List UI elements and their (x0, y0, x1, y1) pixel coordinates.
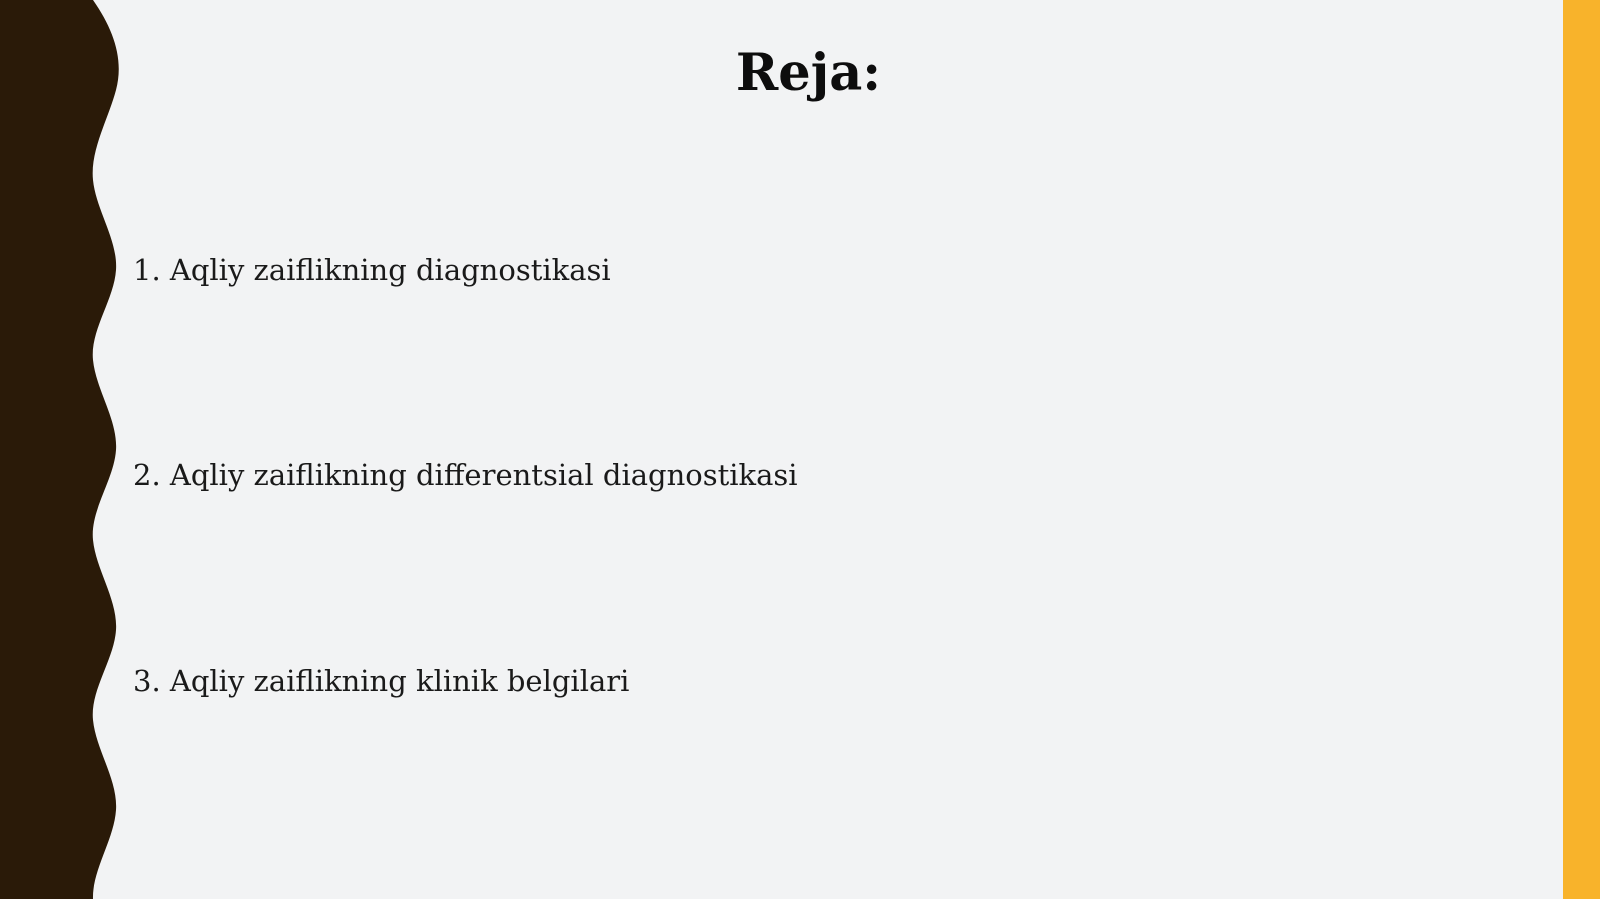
list-item: 1. Aqliy zaiflikning diagnostikasi (133, 253, 611, 287)
wavy-left-border (0, 0, 130, 899)
wavy-border-shape (0, 0, 119, 899)
accent-bar-fill (1563, 0, 1600, 899)
list-item: 2. Aqliy zaiflikning differentsial diagnostikasi (133, 458, 798, 492)
slide-title: Reja: (735, 43, 882, 103)
right-accent-bar (1563, 0, 1600, 899)
list-item: 3. Aqliy zaiflikning klinik belgilari (133, 664, 630, 698)
